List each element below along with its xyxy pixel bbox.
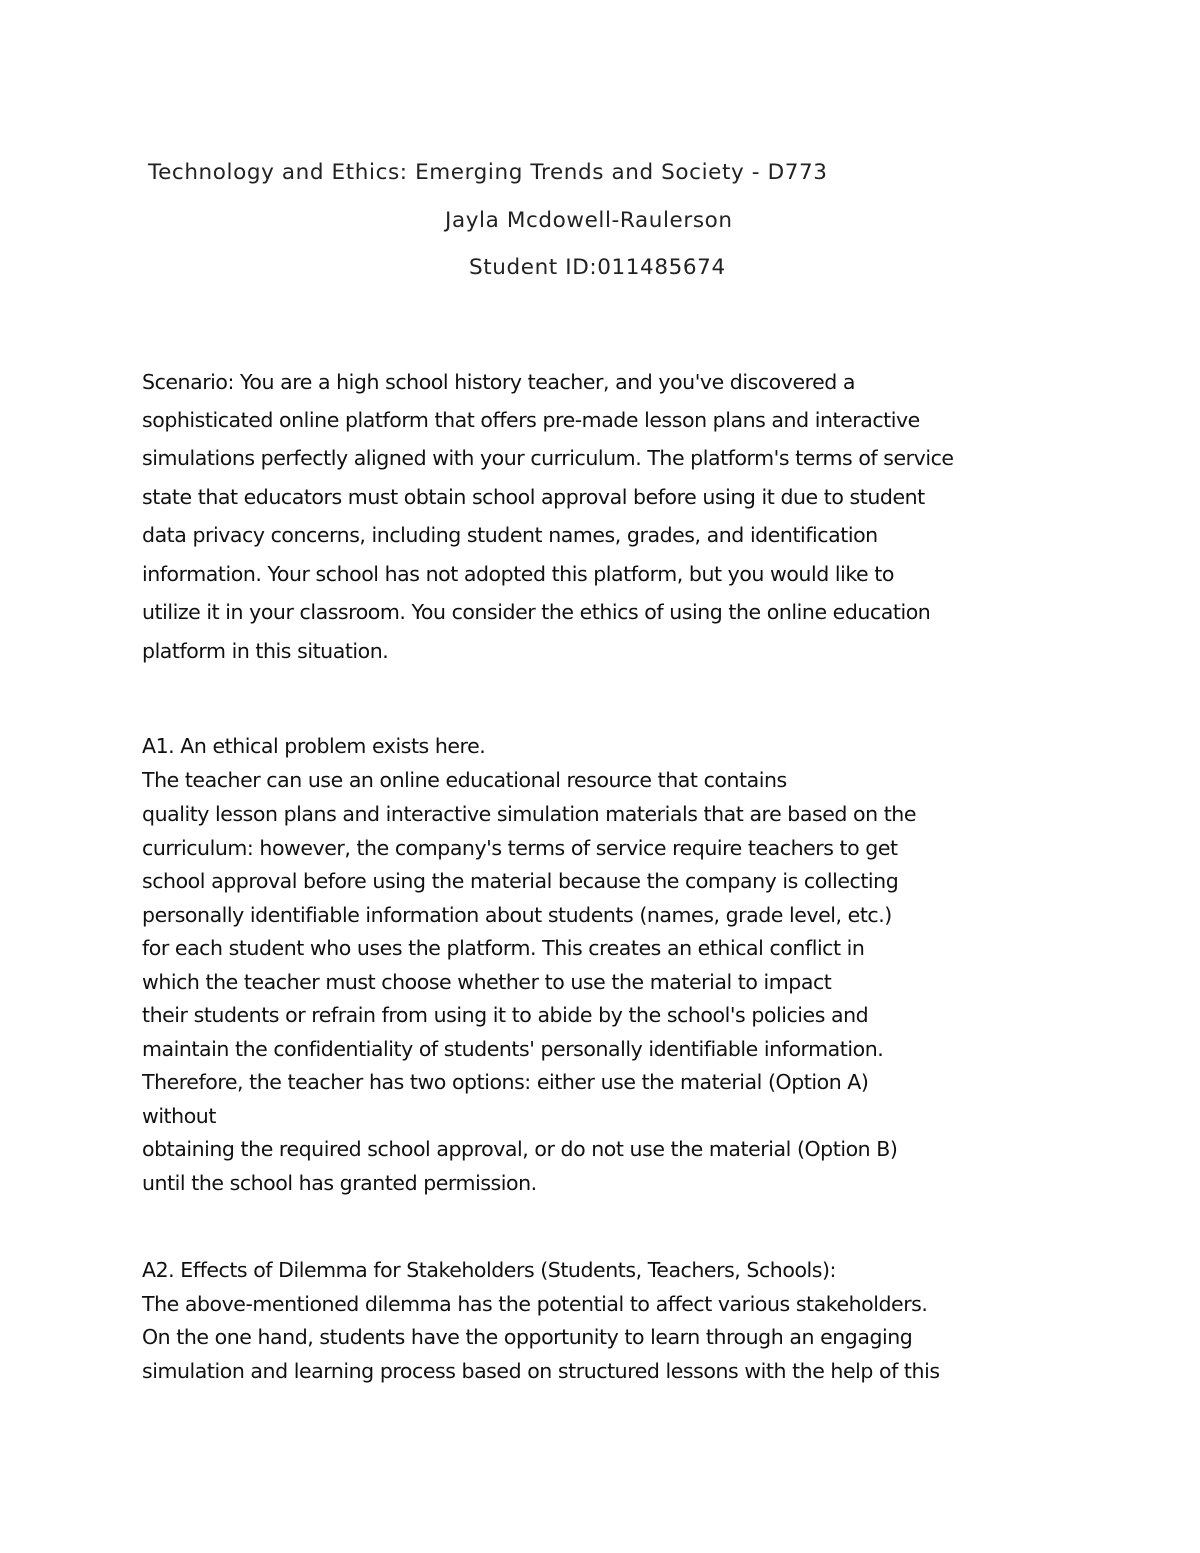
section-a2-line: simulation and learning process based on structured lessons with the help of this — [142, 1359, 940, 1383]
scenario-line: sophisticated online platform that offers pre-made lesson plans and interactive — [142, 408, 920, 432]
section-a1-line: Therefore, the teacher has two options: either use the material (Option A) — [142, 1070, 869, 1094]
section-a2-line: On the one hand, students have the opportunity to learn through an engaging — [142, 1325, 913, 1349]
section-a1-line: maintain the confidentiality of students' personally identifiable information. — [142, 1037, 884, 1061]
section-a1-line: curriculum: however, the company's terms of service require teachers to get — [142, 836, 898, 860]
section-a1-line: which the teacher must choose whether to use the material to impact — [142, 970, 832, 994]
section-a1-line: The teacher can use an online educational resource that contains — [142, 768, 787, 792]
section-a2-heading: A2. Effects of Dilemma for Stakeholders (Students, Teachers, Schools): — [142, 1258, 837, 1282]
section-a1-line: obtaining the required school approval, or do not use the material (Option B) — [142, 1137, 898, 1161]
scenario-line: state that educators must obtain school approval before using it due to student — [142, 485, 925, 509]
section-a1-heading: A1. An ethical problem exists here. — [142, 734, 486, 758]
section-a1-line: until the school has granted permission. — [142, 1171, 537, 1195]
section-a1-line: quality lesson plans and interactive simulation materials that are based on the — [142, 802, 917, 826]
course-title: Technology and Ethics: Emerging Trends and Society - D773 — [148, 160, 828, 185]
section-a1-line: for each student who uses the platform. This creates an ethical conflict in — [142, 936, 865, 960]
author-name: Jayla Mcdowell-Raulerson — [445, 208, 733, 233]
scenario-line: simulations perfectly aligned with your curriculum. The platform's terms of service — [142, 446, 954, 470]
student-id: Student ID:011485674 — [469, 255, 726, 280]
scenario-line: data privacy concerns, including student names, grades, and identification — [142, 523, 878, 547]
scenario-line: platform in this situation. — [142, 639, 389, 663]
section-a1-line: their students or refrain from using it to abide by the school's policies and — [142, 1003, 869, 1027]
section-a1-line: without — [142, 1104, 216, 1128]
scenario-line: Scenario: You are a high school history teacher, and you've discovered a — [142, 370, 856, 394]
section-a2-line: The above-mentioned dilemma has the potential to affect various stakeholders. — [142, 1292, 928, 1316]
section-a1-line: personally identifiable information about students (names, grade level, etc.) — [142, 903, 892, 927]
scenario-line: utilize it in your classroom. You consider the ethics of using the online education — [142, 600, 931, 624]
scenario-line: information. Your school has not adopted this platform, but you would like to — [142, 562, 894, 586]
section-a1-line: school approval before using the material because the company is collecting — [142, 869, 899, 893]
